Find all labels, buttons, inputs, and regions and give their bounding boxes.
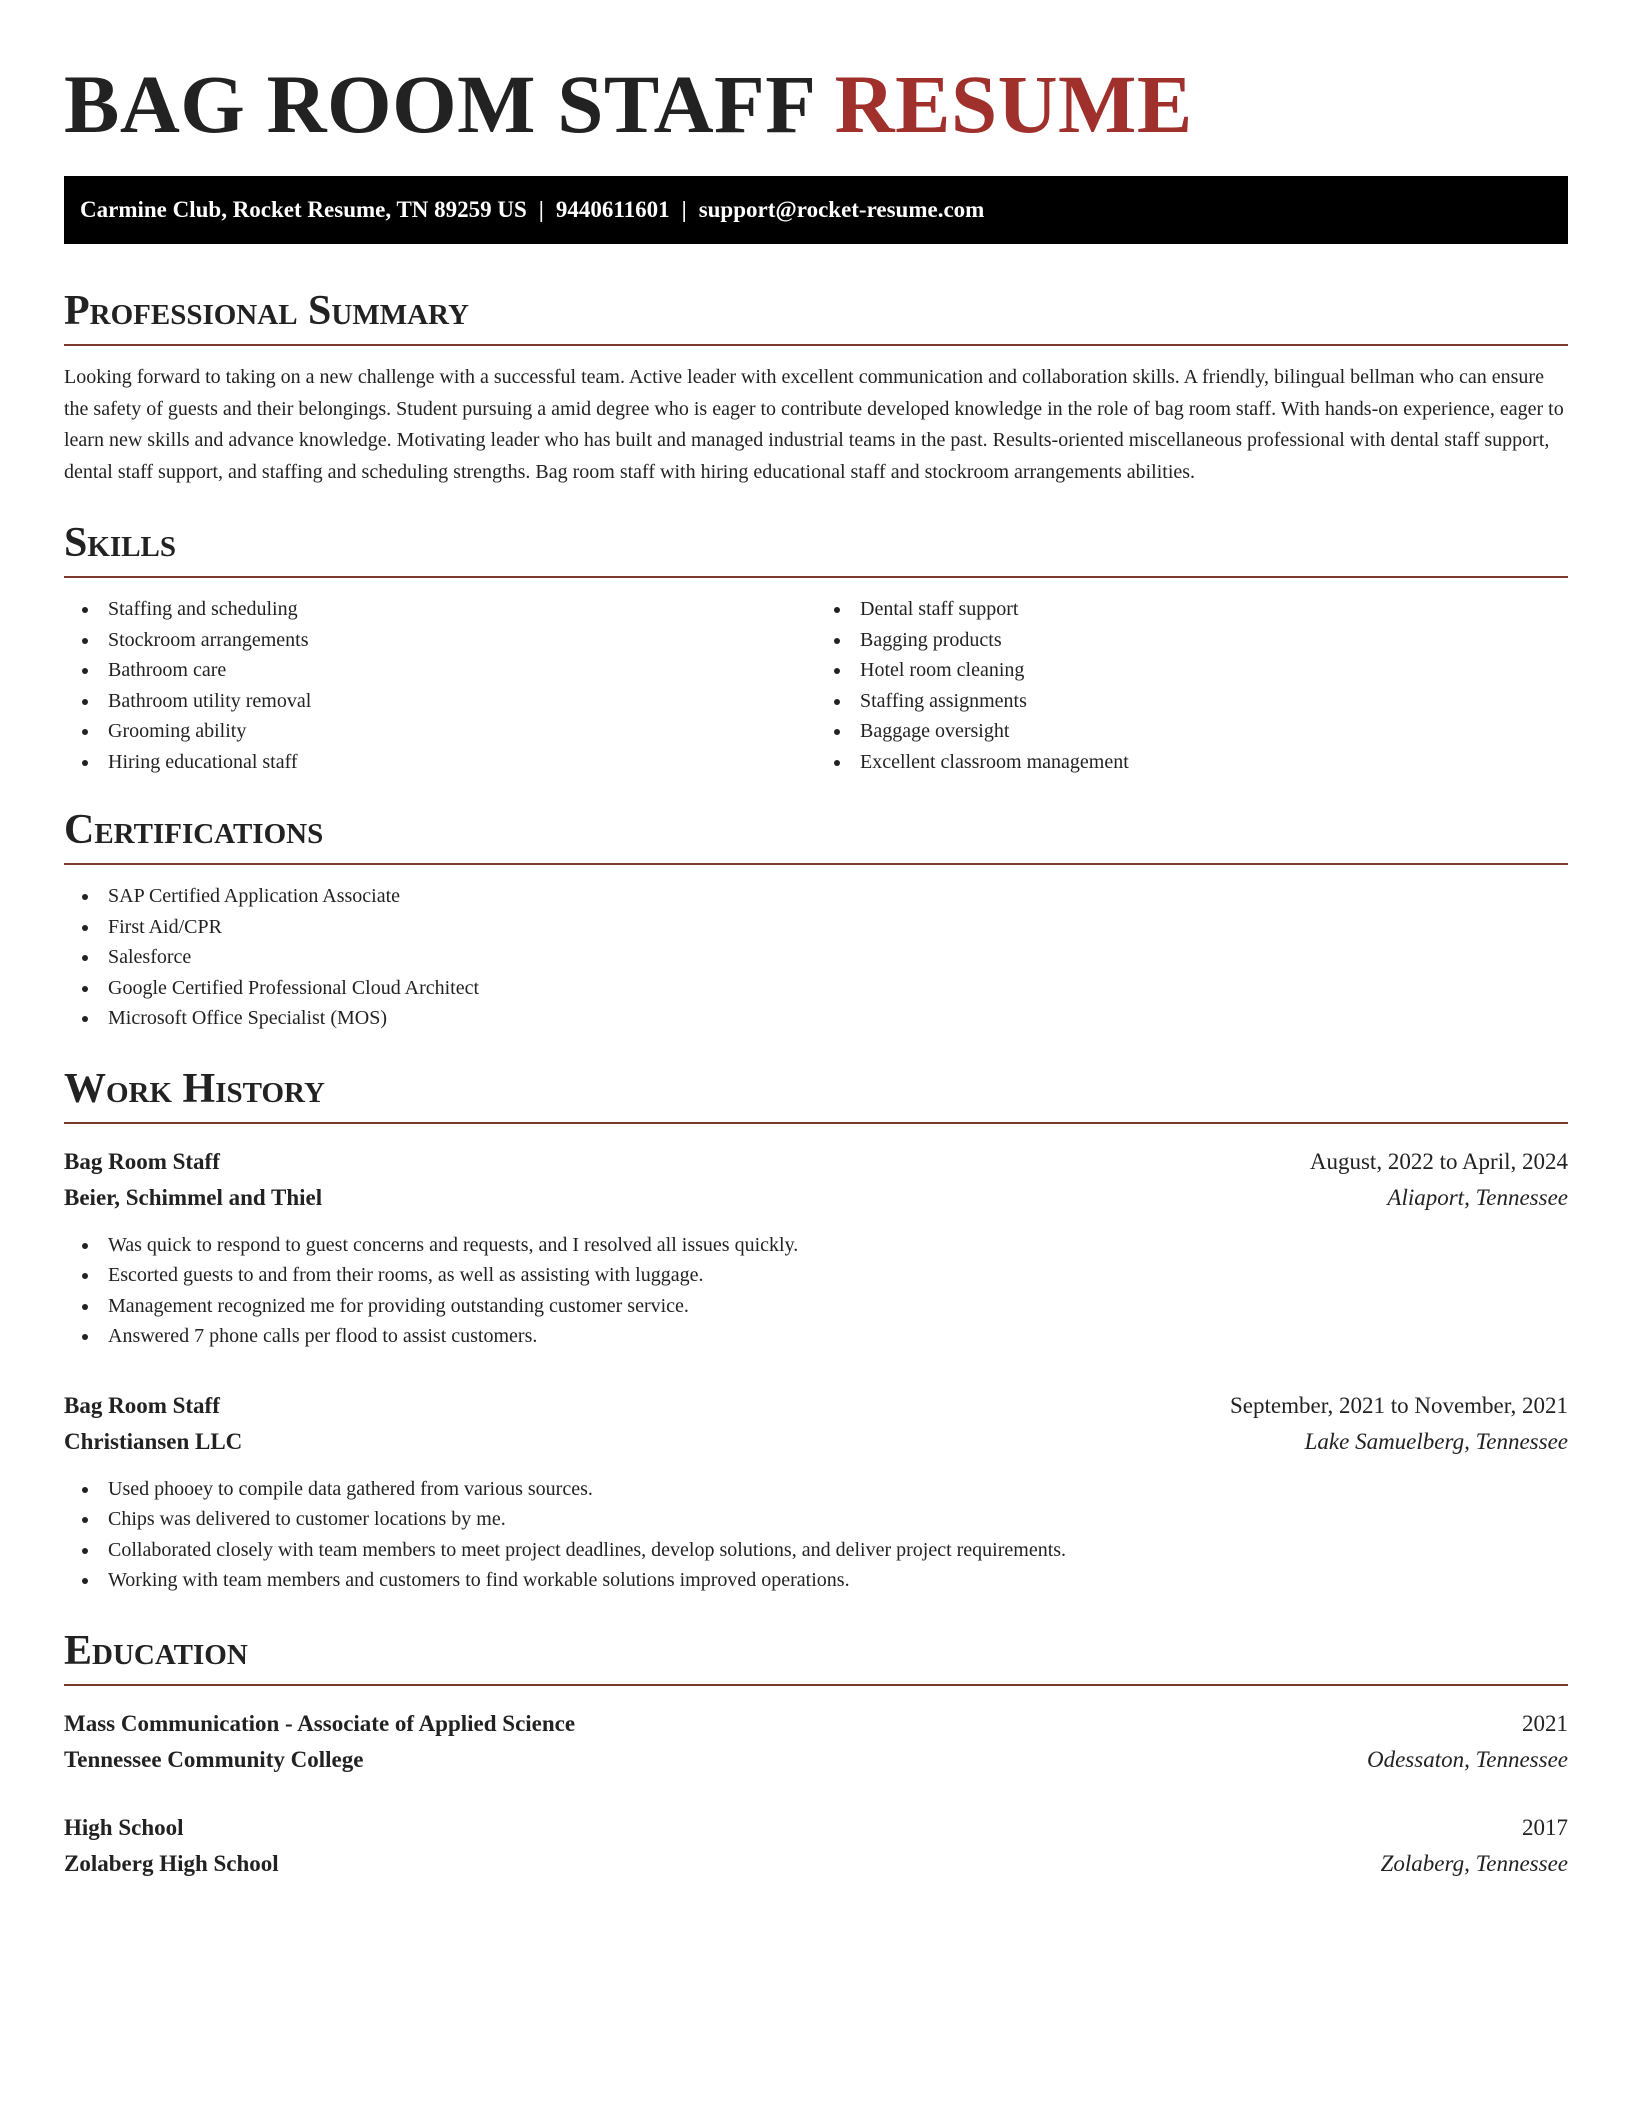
contact-address: Carmine Club, Rocket Resume, TN 89259 US bbox=[80, 197, 527, 222]
contact-bar bbox=[64, 176, 1568, 244]
education-degree-row bbox=[64, 1810, 1568, 1846]
certifications-section bbox=[64, 803, 1568, 1034]
skills-list-left bbox=[64, 594, 816, 777]
education-school: Tennessee Community College bbox=[64, 1746, 364, 1772]
education-degree: High School bbox=[64, 1814, 184, 1840]
certifications-list bbox=[64, 881, 1568, 1034]
skill-item: Hotel room cleaning bbox=[816, 655, 1568, 686]
job-location: Aliaport, Tennessee bbox=[1387, 1184, 1568, 1210]
education-degree-row bbox=[64, 1706, 1568, 1742]
job-duty: Collaborated closely with team members to meet project deadlines, develop solutions, and deliver project requirements. bbox=[64, 1535, 1568, 1566]
skills-list-right bbox=[816, 594, 1568, 777]
contact-separator: | bbox=[681, 197, 687, 222]
job-entry bbox=[64, 1388, 1568, 1596]
job-duty: Was quick to respond to guest concerns and requests, and I resolved all issues quickly. bbox=[64, 1230, 1568, 1261]
job-duty: Working with team members and customers to find workable solutions improved operations. bbox=[64, 1565, 1568, 1596]
job-header-row bbox=[64, 1144, 1568, 1180]
skill-item: Bagging products bbox=[816, 625, 1568, 656]
job-company: Christiansen LLC bbox=[64, 1428, 243, 1454]
summary-section bbox=[64, 284, 1568, 488]
contact-email[interactable]: support@rocket-resume.com bbox=[698, 197, 985, 222]
education-entry bbox=[64, 1706, 1568, 1778]
skill-item: Stockroom arrangements bbox=[64, 625, 816, 656]
work-history-heading: Work History bbox=[64, 1062, 1568, 1124]
summary-text: Looking forward to taking on a new challenge with a successful team. Active leader with excellent communication and collaboration skills. A friendly, bilingual bellman who can ensure the safety of guests and their belongings. Student pursuing a amid degree who is eager to contribute developed knowledge in the role of bag room staff. With hands-on experience, eager to learn new skills and advance knowledge. Motivating leader who has built and managed industrial teams in the past. Results-oriented miscellaneous professional with dental staff support, dental staff support, and staffing and scheduling strengths. Bag room staff with hiring educational staff and stockroom arrangements abilities. bbox=[64, 366, 1564, 483]
skill-item: Staffing and scheduling bbox=[64, 594, 816, 625]
education-entry bbox=[64, 1810, 1568, 1882]
education-school: Zolaberg High School bbox=[64, 1850, 279, 1876]
skill-item: Dental staff support bbox=[816, 594, 1568, 625]
job-header-row bbox=[64, 1388, 1568, 1424]
title-main: BAG ROOM STAFF bbox=[64, 58, 814, 150]
education-heading: Education bbox=[64, 1624, 1568, 1686]
skill-item: Hiring educational staff bbox=[64, 747, 816, 778]
skill-item: Bathroom utility removal bbox=[64, 686, 816, 717]
job-dates: September, 2021 to November, 2021 bbox=[1230, 1392, 1568, 1418]
certification-item: SAP Certified Application Associate bbox=[64, 881, 1568, 912]
education-year: 2017 bbox=[1522, 1814, 1568, 1840]
job-title: Bag Room Staff bbox=[64, 1148, 220, 1174]
education-location: Odessaton, Tennessee bbox=[1366, 1746, 1568, 1772]
certification-item: First Aid/CPR bbox=[64, 912, 1568, 943]
contact-separator: | bbox=[538, 197, 544, 222]
job-duty: Escorted guests to and from their rooms, as well as assisting with luggage. bbox=[64, 1260, 1568, 1291]
work-history-section bbox=[64, 1062, 1568, 1596]
skill-item: Bathroom care bbox=[64, 655, 816, 686]
education-degree: Mass Communication - Associate of Applied Science bbox=[64, 1710, 576, 1736]
job-company-row bbox=[64, 1424, 1568, 1460]
skill-item: Grooming ability bbox=[64, 716, 816, 747]
certification-item: Salesforce bbox=[64, 942, 1568, 973]
job-duty: Chips was delivered to customer locations by me. bbox=[64, 1504, 1568, 1535]
skills-grid bbox=[64, 594, 1568, 777]
certifications-heading: Certifications bbox=[64, 803, 1568, 865]
job-dates: August, 2022 to April, 2024 bbox=[1309, 1148, 1568, 1174]
skill-item: Baggage oversight bbox=[816, 716, 1568, 747]
job-location: Lake Samuelberg, Tennessee bbox=[1304, 1428, 1568, 1454]
education-year: 2021 bbox=[1522, 1710, 1568, 1736]
contact-phone[interactable]: 9440611601 bbox=[555, 197, 670, 222]
job-duties-list bbox=[64, 1230, 1568, 1352]
skill-item: Staffing assignments bbox=[816, 686, 1568, 717]
education-school-row bbox=[64, 1742, 1568, 1778]
certification-item: Google Certified Professional Cloud Architect bbox=[64, 973, 1568, 1004]
job-duty: Answered 7 phone calls per flood to assist customers. bbox=[64, 1321, 1568, 1352]
skills-heading: Skills bbox=[64, 516, 1568, 578]
job-duty: Management recognized me for providing outstanding customer service. bbox=[64, 1291, 1568, 1322]
job-duty: Used phooey to compile data gathered from various sources. bbox=[64, 1474, 1568, 1505]
job-company: Beier, Schimmel and Thiel bbox=[64, 1184, 323, 1210]
education-section bbox=[64, 1624, 1568, 1882]
job-entry bbox=[64, 1144, 1568, 1352]
job-title: Bag Room Staff bbox=[64, 1392, 220, 1418]
education-school-row bbox=[64, 1846, 1568, 1882]
job-company-row bbox=[64, 1180, 1568, 1216]
education-location: Zolaberg, Tennessee bbox=[1380, 1850, 1568, 1876]
certification-item: Microsoft Office Specialist (MOS) bbox=[64, 1003, 1568, 1034]
resume-title bbox=[64, 54, 1568, 154]
title-accent: RESUME bbox=[834, 58, 1193, 150]
summary-heading: Professional Summary bbox=[64, 284, 1568, 346]
skill-item: Excellent classroom management bbox=[816, 747, 1568, 778]
skills-section bbox=[64, 516, 1568, 777]
job-duties-list bbox=[64, 1474, 1568, 1596]
